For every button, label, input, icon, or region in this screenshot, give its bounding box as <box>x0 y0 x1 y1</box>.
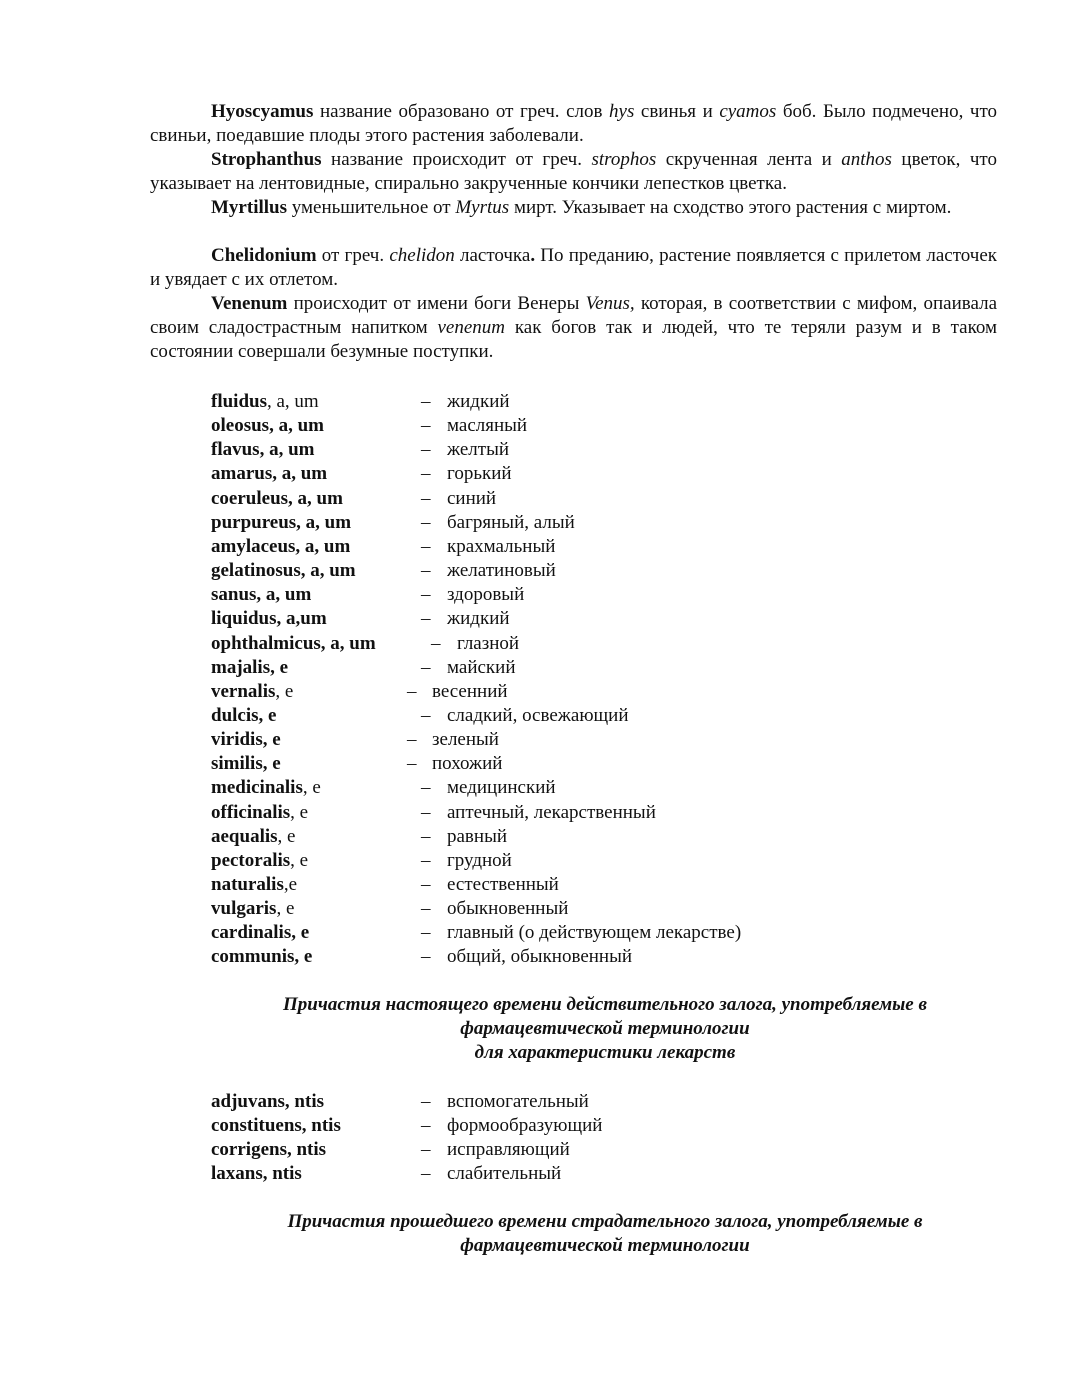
russian-translation: слабительный <box>447 1163 562 1184</box>
latin-term: majalis, e <box>211 657 289 678</box>
russian-translation: обыкновенный <box>447 898 569 919</box>
russian-translation: весенний <box>432 681 508 702</box>
russian-translation: формообразующий <box>447 1115 603 1136</box>
russian-translation: равный <box>447 826 508 847</box>
russian-translation: жидкий <box>447 391 510 412</box>
latin-term: gelatinosus, a, um <box>211 560 356 581</box>
latin-term: adjuvans, ntis <box>211 1091 324 1112</box>
dash-separator: – <box>421 584 431 605</box>
dash-separator: – <box>421 657 431 678</box>
latin-term: oleosus, a, um <box>211 415 324 436</box>
dash-separator: – <box>421 608 431 629</box>
etymology-paragraph-chelidonium: Chelidonium от греч. chelidon ласточка. По преданию, растение появляется с прилетом ласточек и увядает с их отлетом. <box>150 245 997 290</box>
russian-translation: крахмальный <box>447 536 556 557</box>
term-venenum: Venenum <box>211 293 288 314</box>
russian-translation: грудной <box>447 850 512 871</box>
dash-separator: – <box>421 1139 431 1160</box>
russian-translation: майский <box>447 657 516 678</box>
latin-term: communis, e <box>211 946 313 967</box>
latin-term: fluidus, a, um <box>211 391 319 412</box>
dash-separator: – <box>431 633 441 654</box>
latin-term: similis, e <box>211 753 281 774</box>
dash-separator: – <box>421 512 431 533</box>
latin-term: aequalis, e <box>211 826 296 847</box>
russian-translation: похожий <box>432 753 503 774</box>
dash-separator: – <box>421 536 431 557</box>
term-myrtillus: Myrtillus <box>211 197 287 218</box>
dash-separator: – <box>421 439 431 460</box>
latin-term: viridis, e <box>211 729 281 750</box>
dash-separator: – <box>421 1163 431 1184</box>
latin-term: laxans, ntis <box>211 1163 302 1184</box>
latin-term: constituens, ntis <box>211 1115 341 1136</box>
dash-separator: – <box>421 1091 431 1112</box>
russian-translation: исправляющий <box>447 1139 570 1160</box>
russian-translation: масляный <box>447 415 528 436</box>
latin-term: vernalis, e <box>211 681 294 702</box>
russian-translation: вспомогательный <box>447 1091 589 1112</box>
latin-term: naturalis,e <box>211 874 298 895</box>
dash-separator: – <box>421 777 431 798</box>
latin-term: purpureus, a, um <box>211 512 352 533</box>
russian-translation: синий <box>447 488 497 509</box>
russian-translation: главный (о действующем лекарстве) <box>447 922 742 943</box>
dash-separator: – <box>421 850 431 871</box>
russian-translation: багряный, алый <box>447 512 575 533</box>
dash-separator: – <box>421 560 431 581</box>
latin-term: medicinalis, e <box>211 777 321 798</box>
dash-separator: – <box>421 415 431 436</box>
etymology-paragraph-venenum: Venenum происходит от имени боги Венеры Venus, которая, в соответствии с мифом, опаивала своим сладострастным напитком venenum как богов так и людей, что те теряли разум и в таком состоянии совершали безумные поступки. <box>150 293 998 362</box>
dash-separator: – <box>421 463 431 484</box>
latin-term: officinalis, e <box>211 802 309 823</box>
dash-separator: – <box>421 922 431 943</box>
dash-separator: – <box>421 1115 431 1136</box>
latin-term: ophthalmicus, a, um <box>211 633 376 654</box>
dash-separator: – <box>421 898 431 919</box>
latin-term: amarus, a, um <box>211 463 328 484</box>
dash-separator: – <box>407 681 417 702</box>
russian-translation: желатиновый <box>447 560 556 581</box>
dash-separator: – <box>407 753 417 774</box>
latin-term: sanus, a, um <box>211 584 312 605</box>
term-hyoscyamus: Hyoscyamus <box>211 101 314 122</box>
latin-term: cardinalis, e <box>211 922 310 943</box>
dash-separator: – <box>421 802 431 823</box>
dash-separator: – <box>421 488 431 509</box>
latin-term: liquidus, a,um <box>211 608 327 629</box>
latin-term: corrigens, ntis <box>211 1139 327 1160</box>
dash-separator: – <box>421 391 431 412</box>
dash-separator: – <box>421 946 431 967</box>
latin-term: coeruleus, a, um <box>211 488 343 509</box>
russian-translation: медицинский <box>447 777 556 798</box>
russian-translation: жидкий <box>447 608 510 629</box>
latin-term: dulcis, e <box>211 705 277 726</box>
term-strophanthus: Strophanthus <box>211 149 322 170</box>
russian-translation: сладкий, освежающий <box>447 705 629 726</box>
latin-term: pectoralis, e <box>211 850 309 871</box>
russian-translation: общий, обыкновенный <box>447 946 633 967</box>
russian-translation: здоровый <box>447 584 525 605</box>
russian-translation: глазной <box>457 633 520 654</box>
latin-term: amylaceus, a, um <box>211 536 351 557</box>
russian-translation: зеленый <box>432 729 499 750</box>
russian-translation: горький <box>447 463 512 484</box>
section-heading-past-participles: Причастия прошедшего времени страдательного залога, употребляемые в фармацевтической терминологии <box>287 1211 923 1256</box>
dash-separator: – <box>421 826 431 847</box>
russian-translation: желтый <box>447 439 510 460</box>
dash-separator: – <box>421 874 431 895</box>
etymology-paragraph-strophanthus: Strophanthus название происходит от греч. strophos скрученная лента и anthos цветок, что указывает на лентовидные, спирально закрученные кончики лепестков цветка. <box>150 149 997 194</box>
russian-translation: аптечный, лекарственный <box>447 802 656 823</box>
latin-term: vulgaris, e <box>211 898 295 919</box>
etymology-paragraph-hyoscyamus: Hyoscyamus название образовано от греч. слов hys свинья и cyamos боб. Было подмечено, что свиньи, поедавшие плоды этого растения заболевали. <box>150 101 998 146</box>
term-chelidonium: Chelidonium <box>211 245 317 266</box>
dash-separator: – <box>421 705 431 726</box>
etymology-paragraph-myrtillus: Myrtillus уменьшительное от Myrtus мирт. Указывает на сходство этого растения с миртом. <box>211 197 952 218</box>
dash-separator: – <box>407 729 417 750</box>
russian-translation: естественный <box>447 874 559 895</box>
latin-term: flavus, a, um <box>211 439 315 460</box>
section-heading-present-participles: Причастия настоящего времени действительного залога, употребляемые в фармацевтической терминологии для характеристики лекарств <box>283 994 927 1063</box>
